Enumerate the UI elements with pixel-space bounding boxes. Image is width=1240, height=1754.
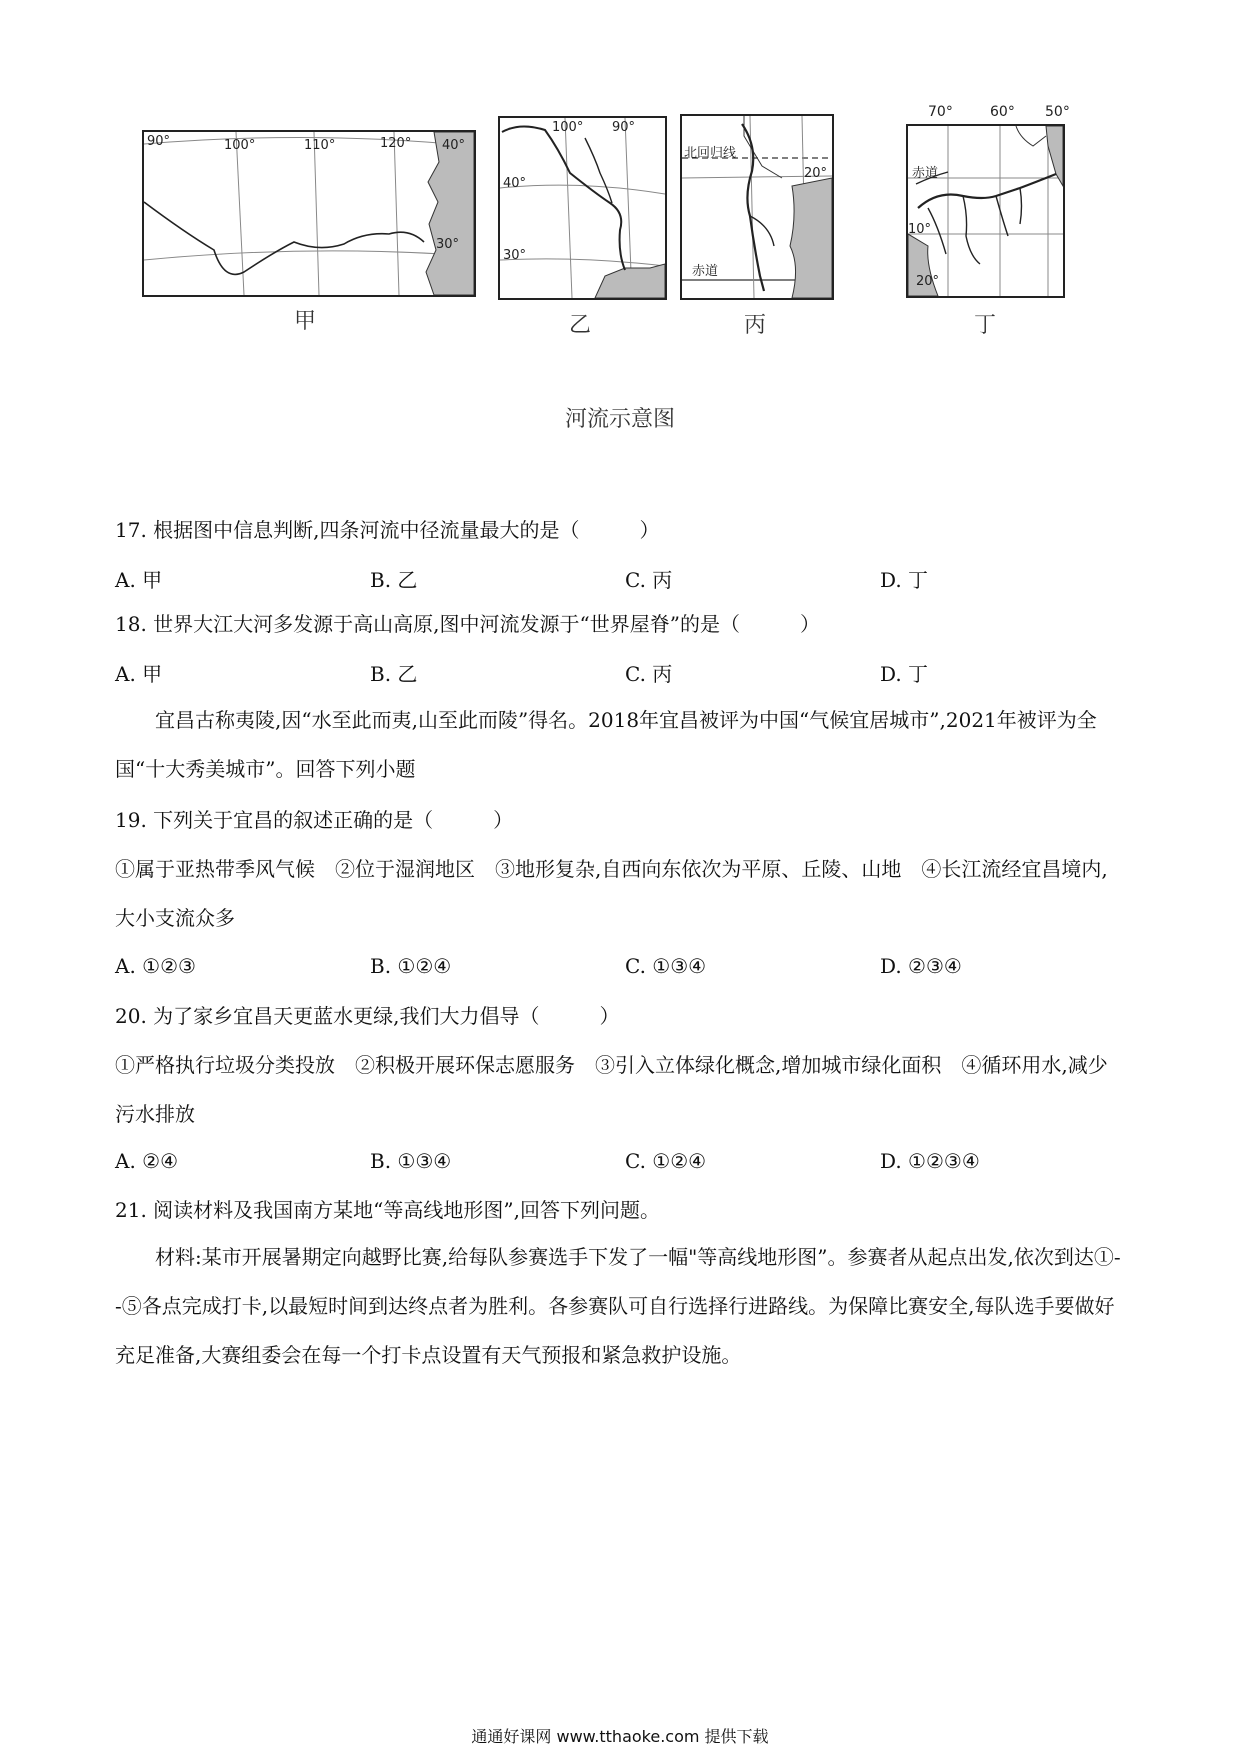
river-maps-figure	[138, 104, 1078, 422]
map-jia-label-40: 40°	[442, 138, 466, 153]
map-jia-caption: 甲	[294, 309, 317, 334]
map-ding-label-20: 20°	[916, 274, 940, 289]
map-ding-label-60: 60°	[990, 104, 1015, 120]
q19-option-b: B. ①②④	[370, 954, 452, 978]
map-yi-label-40: 40°	[503, 176, 527, 191]
map-ding	[906, 124, 1065, 298]
map-ding-caption: 丁	[974, 313, 997, 338]
map-yi	[498, 116, 667, 300]
q19-statements: ①属于亚热带季风气候 ②位于湿润地区 ③地形复杂,自西向东依次为平原、丘陵、山地 ④长江流经宜昌境内,大小支流众多	[115, 857, 1108, 930]
map-bing-label-equator: 赤道	[692, 264, 719, 279]
map-jia-label-30: 30°	[436, 237, 460, 252]
map-ding-label-70: 70°	[928, 104, 953, 120]
map-ding-label-10: 10°	[908, 222, 932, 237]
map-ding-label-50: 50°	[1045, 104, 1070, 120]
map-jia	[142, 130, 476, 297]
q18-option-d: D. 丁	[880, 662, 929, 686]
map-bing-caption: 丙	[744, 313, 767, 338]
map-yi-label-30: 30°	[503, 248, 527, 263]
q17-option-c: C. 丙	[625, 568, 673, 592]
map-jia-label-110: 110°	[304, 138, 336, 153]
map-yi-label-100: 100°	[552, 120, 584, 135]
question-18-stem: 18. 世界大江大河多发源于高山高原,图中河流发源于“世界屋脊”的是（ ）	[115, 612, 820, 636]
page-footer: 通通好课网 www.tthaoke.com 提供下载	[471, 1727, 769, 1746]
map-bing-label-tropic: 北回归线	[684, 146, 737, 161]
map-ding-drawing	[908, 126, 1063, 296]
q18-option-c: C. 丙	[625, 662, 673, 686]
map-jia-label-90: 90°	[147, 134, 171, 149]
q17-option-d: D. 丁	[880, 568, 929, 592]
question-20-stem: 20. 为了家乡宜昌天更蓝水更绿,我们大力倡导（ ）	[115, 1004, 620, 1028]
q20-option-c: C. ①②④	[625, 1149, 707, 1173]
map-ding-label-equator: 赤道	[912, 166, 939, 181]
q18-option-a: A. 甲	[115, 662, 163, 686]
figure-title: 河流示意图	[564, 407, 675, 432]
question-21-stem: 21. 阅读材料及我国南方某地“等高线地形图”,回答下列问题。	[115, 1198, 660, 1222]
q20-statements: ①严格执行垃圾分类投放 ②积极开展环保志愿服务 ③引入立体绿化概念,增加城市绿化面积 ④循环用水,减少污水排放	[115, 1053, 1108, 1126]
map-jia-label-120: 120°	[380, 136, 412, 151]
q20-option-a: A. ②④	[115, 1149, 179, 1173]
map-jia-drawing	[144, 132, 474, 295]
map-yi-drawing	[500, 118, 665, 298]
map-bing	[680, 114, 834, 300]
q21-material: 材料:某市开展暑期定向越野比赛,给每队参赛选手下发了一幅"等高线地形图”。参赛者从起点出发,依次到达①--⑤各点完成打卡,以最短时间到达终点者为胜利。各参赛队可自行选择行进路线。为保障比赛安全,每队选手要做好充足准备,大赛组委会在每一个打卡点设置有天气预报和紧急救护设施。	[115, 1245, 1121, 1367]
q19-option-d: D. ②③④	[880, 954, 962, 978]
question-17-stem: 17. 根据图中信息判断,四条河流中径流量最大的是（ ）	[115, 518, 660, 542]
question-19-stem: 19. 下列关于宜昌的叙述正确的是（ ）	[115, 808, 514, 832]
q18-option-b: B. 乙	[370, 662, 418, 686]
map-yi-caption: 乙	[569, 313, 592, 338]
map-jia-label-100: 100°	[224, 138, 256, 153]
q20-option-b: B. ①③④	[370, 1149, 452, 1173]
map-yi-label-90: 90°	[612, 120, 636, 135]
yichang-intro: 宜昌古称夷陵,因“水至此而夷,山至此而陵”得名。2018年宜昌被评为中国“气候宜居城市”,2021年被评为全国“十大秀美城市”。回答下列小题	[115, 708, 1097, 781]
q19-option-a: A. ①②③	[115, 954, 196, 978]
q17-option-a: A. 甲	[115, 568, 163, 592]
q17-option-b: B. 乙	[370, 568, 418, 592]
q19-option-c: C. ①③④	[625, 954, 707, 978]
map-bing-label-20: 20°	[804, 166, 828, 181]
q20-option-d: D. ①②③④	[880, 1149, 980, 1173]
